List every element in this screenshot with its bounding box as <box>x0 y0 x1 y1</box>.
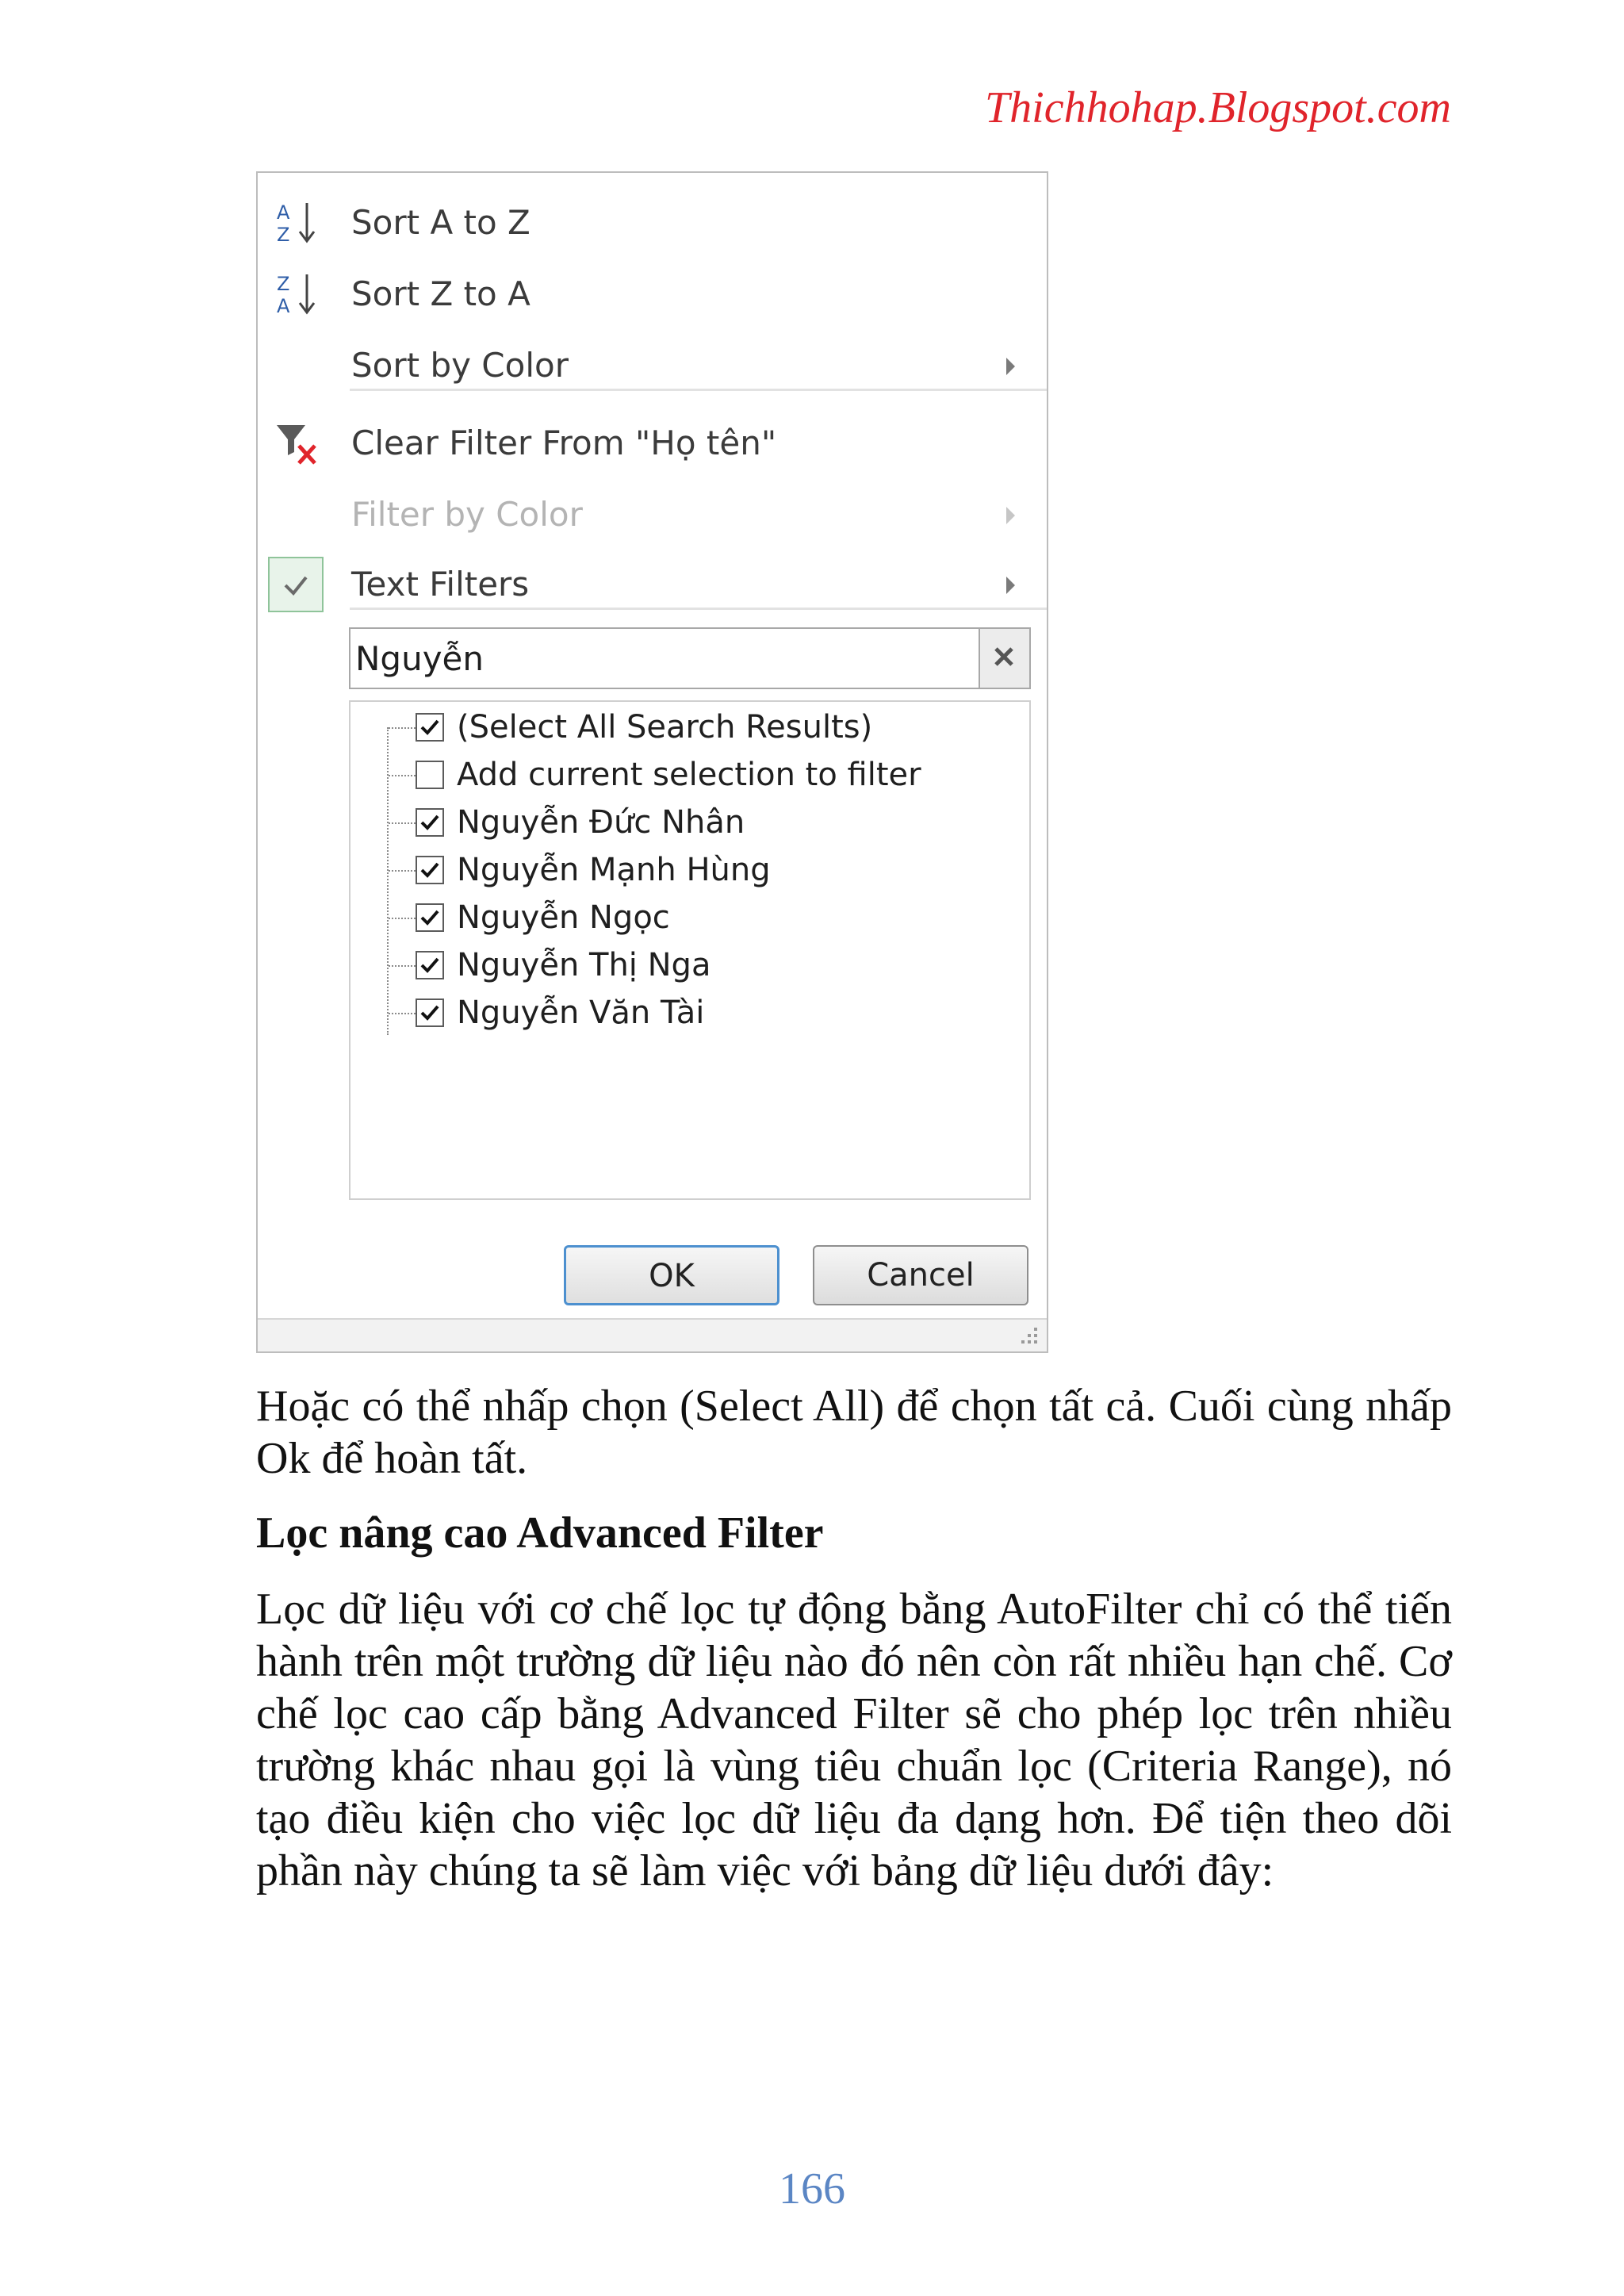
menu-item-label: Filter by Color <box>351 495 583 534</box>
list-item[interactable] <box>350 989 1029 1037</box>
sort-ascending-icon <box>274 198 324 249</box>
resize-bar <box>258 1318 1047 1351</box>
checkbox-checked[interactable] <box>416 856 444 884</box>
checkbox-checked[interactable] <box>416 999 444 1027</box>
menu-separator <box>350 608 1047 610</box>
site-header-link[interactable]: Thichhohap.Blogspot.com <box>985 83 1451 132</box>
submenu-arrow-icon <box>1006 507 1015 524</box>
list-item[interactable] <box>350 846 1029 894</box>
paragraph-select-all: Hoặc có thể nhấp chọn (Select All) để chọn tất cả. Cuối cùng nhấp Ok để hoàn tất. <box>256 1382 1452 1483</box>
list-item[interactable] <box>350 894 1029 941</box>
checkbox-unchecked[interactable] <box>416 761 444 789</box>
checkbox-checked[interactable] <box>416 808 444 837</box>
page-number: 166 <box>779 2164 845 2214</box>
filter-search-box <box>349 627 1031 689</box>
menu-item-filter-by-color <box>258 481 1047 549</box>
list-item[interactable] <box>350 941 1029 989</box>
sort-descending-icon <box>274 270 324 320</box>
resize-grip-icon[interactable] <box>1017 1323 1040 1347</box>
menu-item-label: Sort A to Z <box>351 203 530 242</box>
menu-item-sort-a-to-z[interactable] <box>258 189 1047 257</box>
list-item[interactable] <box>350 799 1029 846</box>
filter-search-input[interactable] <box>354 632 966 684</box>
submenu-arrow-icon <box>1006 358 1015 375</box>
svg-text:A: A <box>277 201 290 224</box>
menu-separator <box>350 389 1047 391</box>
menu-item-label: Text Filters <box>351 565 530 604</box>
checkbox-checked[interactable] <box>416 903 444 932</box>
list-item-label: Nguyễn Đức Nhân <box>457 804 745 841</box>
checkbox-checked[interactable] <box>416 951 444 979</box>
checkmark-icon <box>268 557 324 612</box>
list-item-label: Add current selection to filter <box>457 757 921 793</box>
list-item[interactable] <box>350 751 1029 799</box>
menu-item-label: Clear Filter From "Họ tên" <box>351 424 777 462</box>
menu-item-label: Sort by Color <box>351 346 569 385</box>
clear-search-icon[interactable] <box>979 629 1029 688</box>
svg-text:A: A <box>277 295 290 317</box>
list-item-label: Nguyễn Ngọc <box>457 899 670 936</box>
svg-text:Z: Z <box>277 224 290 246</box>
section-heading: Lọc nâng cao Advanced Filter <box>256 1508 824 1558</box>
list-item-label: Nguyễn Thị Nga <box>457 947 711 983</box>
checkbox-checked[interactable] <box>416 713 444 742</box>
list-item-label: (Select All Search Results) <box>457 709 873 746</box>
list-item[interactable] <box>350 703 1029 751</box>
menu-item-sort-z-to-a[interactable] <box>258 260 1047 328</box>
menu-item-label: Sort Z to A <box>351 274 530 313</box>
list-item-label: Nguyễn Mạnh Hùng <box>457 852 771 888</box>
filter-values-list <box>349 700 1031 1200</box>
menu-item-clear-filter[interactable] <box>258 409 1047 477</box>
submenu-arrow-icon <box>1006 577 1015 594</box>
paragraph-advanced-filter: Lọc dữ liệu với cơ chế lọc tự động bằng AutoFilter chỉ có thể tiến hành trên một trường dữ liệu nào đó nên còn rất nhiều hạn chế. Cơ chế lọc cao cấp bằng Advanced Filter sẽ cho phép lọc trên nhiều trường khác nhau gọi là vùng tiêu chuẩn lọc (Criteria Range), nó tạo điều kiện cho việc lọc dữ liệu đa dạng hơn. Để tiện theo dõi phần này chúng ta sẽ làm việc với bảng dữ liệu dưới đây: <box>256 1585 1452 1895</box>
ok-button[interactable]: OK <box>564 1245 779 1305</box>
list-item-label: Nguyễn Văn Tài <box>457 995 705 1031</box>
cancel-button[interactable]: Cancel <box>813 1245 1028 1305</box>
clear-filter-icon <box>274 419 324 470</box>
filter-dropdown-panel <box>256 171 1048 1353</box>
svg-text:Z: Z <box>277 273 290 295</box>
